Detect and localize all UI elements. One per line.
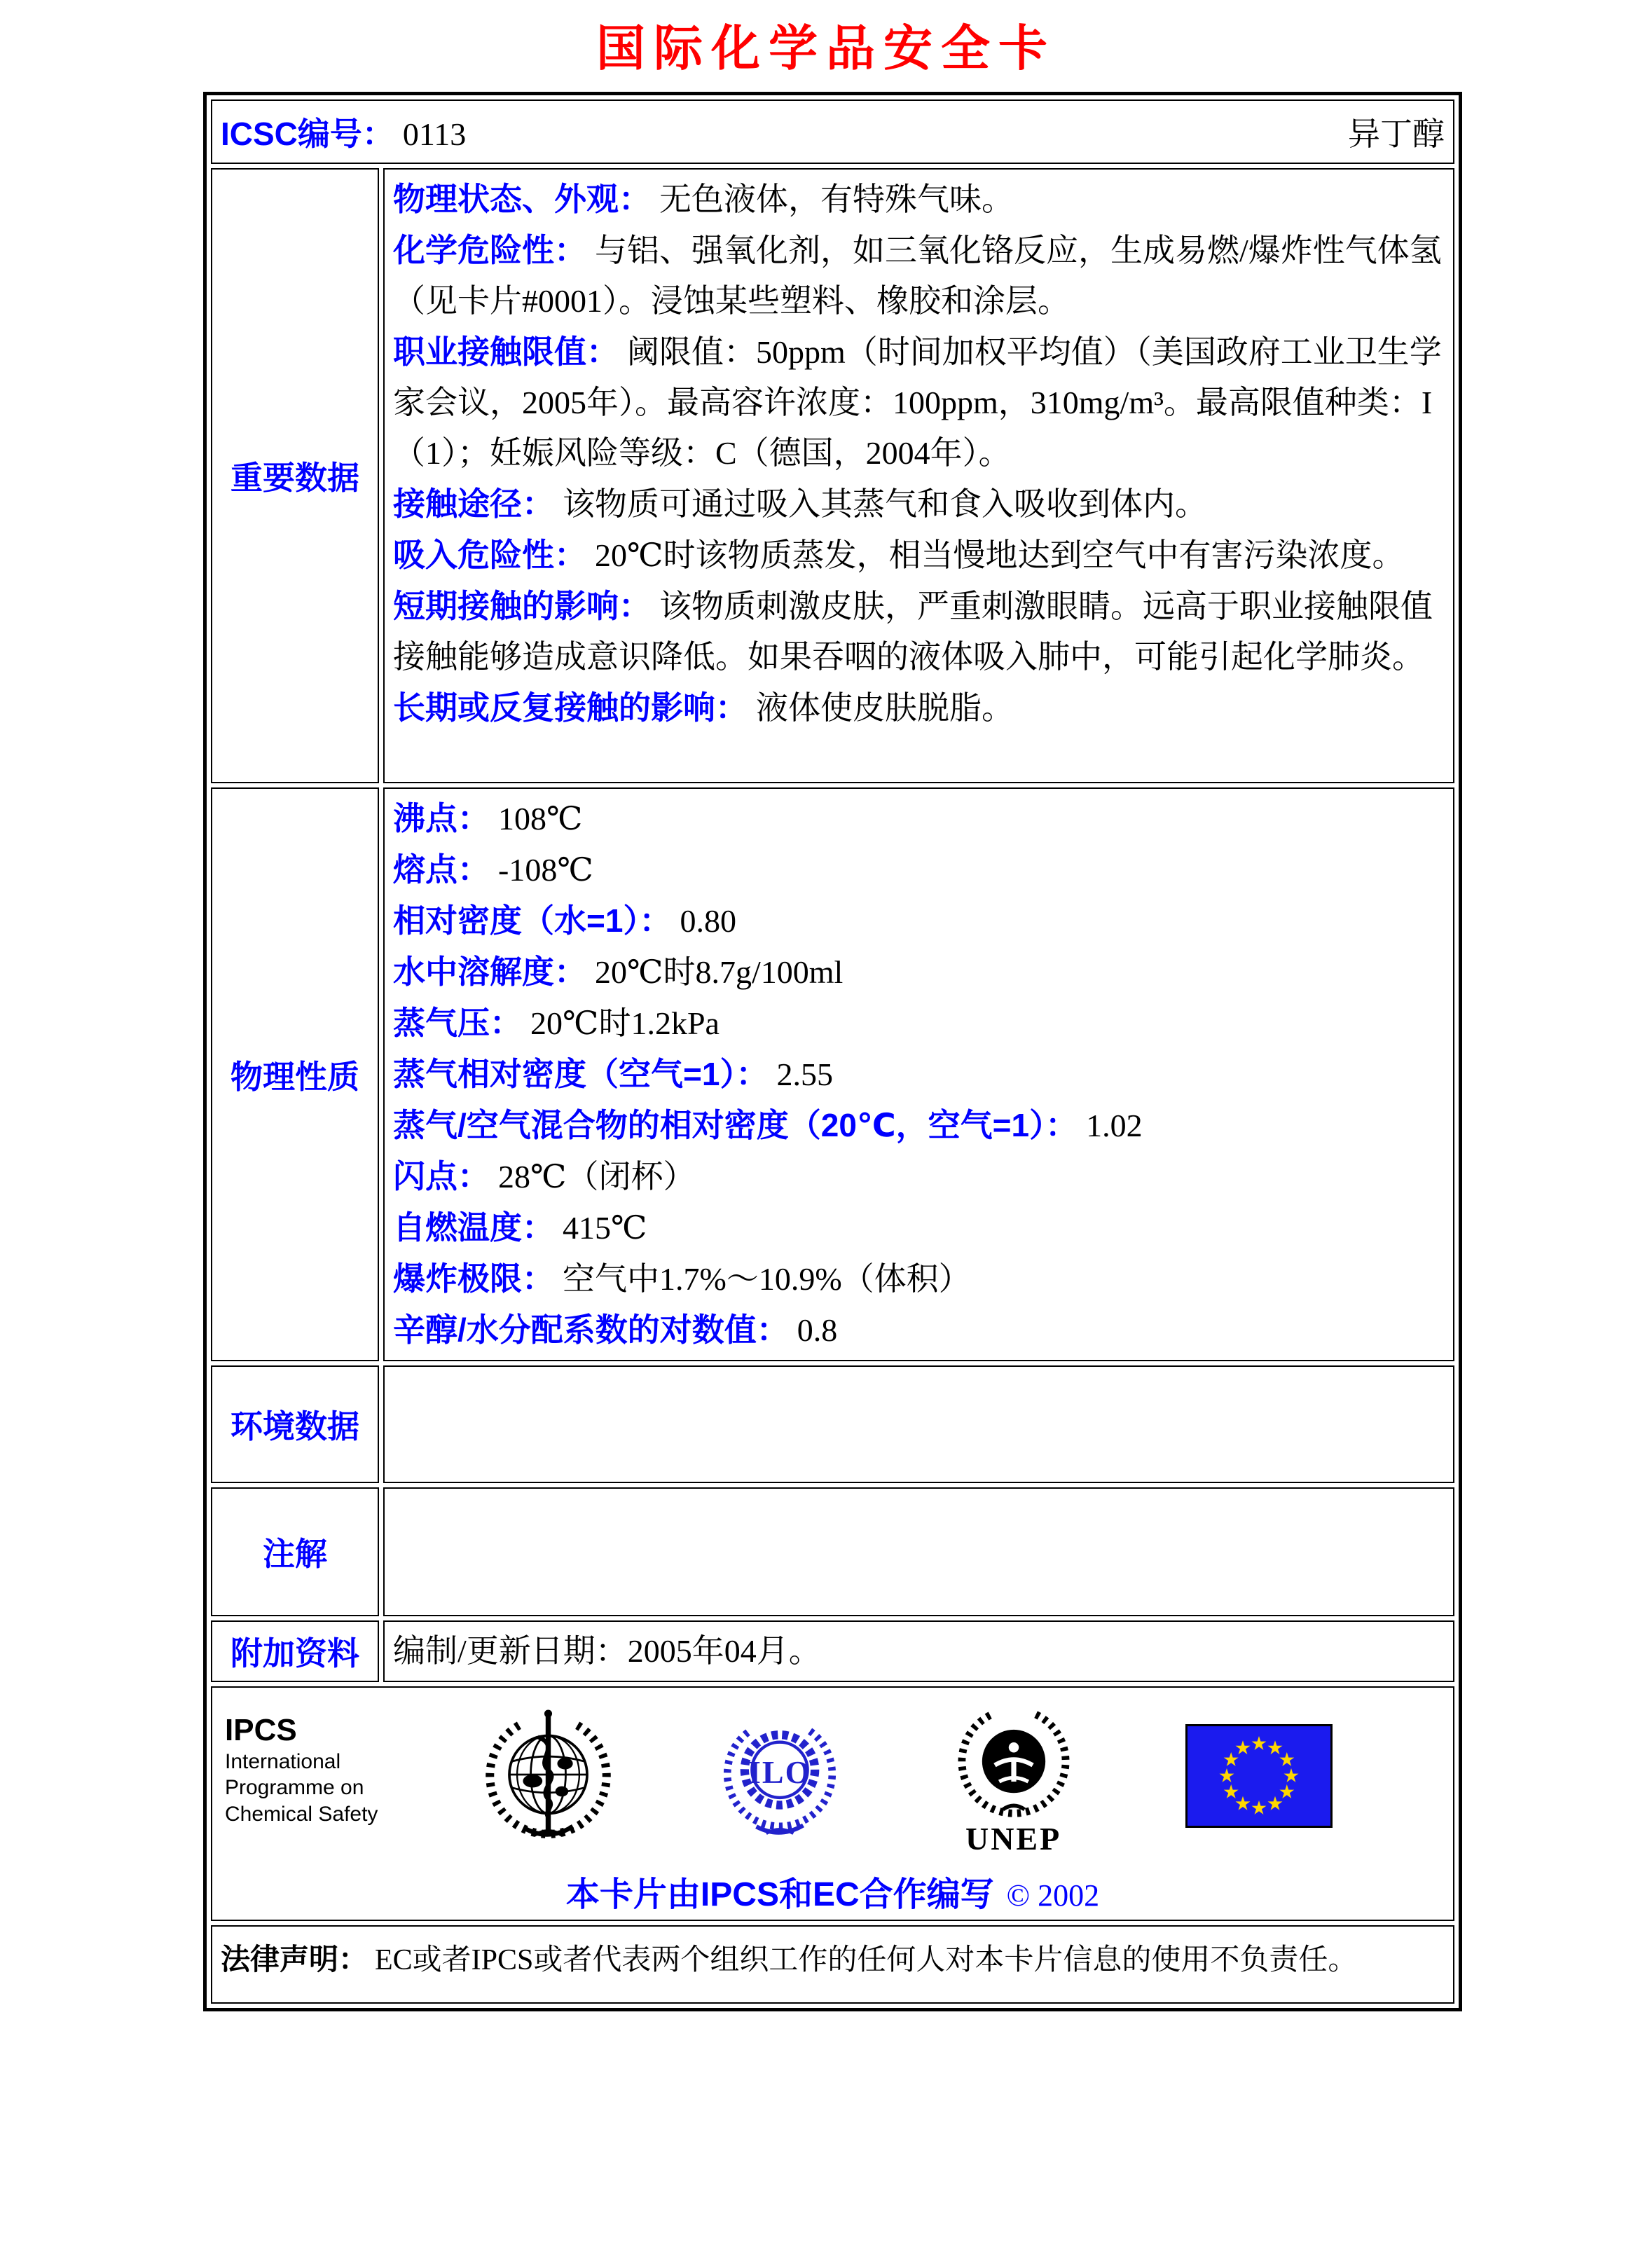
legal-text: EC或者IPCS或者代表两个组织工作的任何人对本卡片信息的使用不负责任。 xyxy=(375,1944,1358,1976)
field-label: 自燃温度： xyxy=(393,1209,554,1246)
field-label: 沸点： xyxy=(393,800,490,837)
field-value: 0.80 xyxy=(680,903,736,939)
section-content-physical-properties xyxy=(383,787,1454,1361)
icsc-number-label: ICSC编号： xyxy=(221,116,394,152)
field-value: 2.55 xyxy=(776,1056,833,1092)
data-line xyxy=(393,844,1445,895)
field-value: 与铝、强氧化剂，如三氧化铬反应，生成易燃/爆炸性气体氢（见卡片#0001）。浸蚀某些塑料、橡胶和涂层。 xyxy=(393,233,1442,319)
data-line xyxy=(393,1626,1445,1677)
footer-caption-text: 本卡片由IPCS和EC合作编写 xyxy=(565,1876,994,1913)
section-label-environmental-data: 环境数据 xyxy=(211,1365,379,1483)
icsc-number-value: 0113 xyxy=(402,116,467,152)
field-label: 长期或反复接触的影响： xyxy=(393,689,748,726)
row-environmental-data xyxy=(211,1365,1454,1483)
chemical-name: 异丁醇 xyxy=(1348,116,1445,152)
section-content-notes xyxy=(383,1487,1454,1616)
logos-strip xyxy=(221,1692,1445,1857)
ipcs-line-2: Programme on xyxy=(225,1776,364,1800)
icsc-number-group xyxy=(221,109,466,155)
data-line xyxy=(393,1304,1445,1356)
data-line xyxy=(393,174,1445,225)
field-value: 20℃时8.7g/100ml xyxy=(595,954,844,990)
section-label-notes: 注解 xyxy=(211,1487,379,1616)
legal-cell xyxy=(211,1925,1454,2004)
section-label-physical-properties: 物理性质 xyxy=(211,787,379,1361)
data-line xyxy=(393,793,1445,844)
data-line xyxy=(393,1049,1445,1100)
section-content-important-data xyxy=(383,168,1454,783)
data-line xyxy=(393,1253,1445,1304)
data-line xyxy=(393,1151,1445,1202)
logos-cell xyxy=(211,1686,1454,1921)
data-line xyxy=(393,998,1445,1049)
header-row xyxy=(211,99,1454,164)
eu-flag-icon xyxy=(1185,1724,1333,1831)
data-line xyxy=(393,479,1445,530)
field-value: 108℃ xyxy=(498,801,583,837)
legal-label: 法律声明： xyxy=(221,1943,369,1976)
field-value: 该物质可通过吸入其蒸气和食入吸收到体内。 xyxy=(563,486,1207,522)
row-notes xyxy=(211,1487,1454,1616)
field-label: 职业接触限值： xyxy=(393,333,619,370)
field-label: 蒸气/空气混合物的相对密度（20℃，空气=1）： xyxy=(393,1107,1078,1143)
who-logo-icon xyxy=(483,1703,613,1857)
data-line xyxy=(393,1202,1445,1253)
field-value: 1.02 xyxy=(1086,1108,1143,1143)
icsc-card-table xyxy=(203,92,1462,2011)
field-value: 编制/更新日期：2005年04月。 xyxy=(393,1633,821,1669)
section-content-additional-info xyxy=(383,1620,1454,1682)
header-cell xyxy=(211,99,1454,164)
data-line xyxy=(393,581,1445,682)
field-value: 无色液体，有特殊气味。 xyxy=(659,181,1014,217)
row-physical-properties xyxy=(211,787,1454,1361)
field-value: 空气中1.7%～10.9%（体积） xyxy=(563,1261,971,1297)
data-line xyxy=(393,946,1445,998)
field-label: 接触途径： xyxy=(393,486,554,522)
field-label: 相对密度（水=1）： xyxy=(393,902,672,939)
field-label: 闪点： xyxy=(393,1158,490,1195)
data-line xyxy=(393,530,1445,581)
data-line xyxy=(393,326,1445,479)
field-label: 水中溶解度： xyxy=(393,954,586,990)
field-value: 0.8 xyxy=(797,1312,838,1348)
ipcs-line-3: Chemical Safety xyxy=(225,1802,378,1826)
page-title: 国际化学品安全卡 xyxy=(596,19,1056,77)
data-line xyxy=(393,682,1445,734)
section-label-important-data: 重要数据 xyxy=(211,168,379,783)
data-line xyxy=(393,1100,1445,1151)
field-label: 爆炸极限： xyxy=(393,1260,554,1297)
footer-copyright: © 2002 xyxy=(1006,1878,1100,1913)
ilo-letters: ILO xyxy=(748,1754,812,1790)
field-label: 吸入危险性： xyxy=(393,537,586,573)
field-value: 20℃时该物质蒸发，相当慢地达到空气中有害污染浓度。 xyxy=(595,537,1405,573)
row-legal xyxy=(211,1925,1454,2004)
section-label-additional-info: 附加资料 xyxy=(211,1620,379,1682)
field-value: 415℃ xyxy=(563,1210,647,1246)
field-label: 熔点： xyxy=(393,851,490,888)
field-label: 辛醇/水分配系数的对数值： xyxy=(393,1312,789,1348)
data-line xyxy=(393,225,1445,326)
unep-wordmark: UNEP xyxy=(965,1821,1062,1857)
row-additional-info xyxy=(211,1620,1454,1682)
field-value: 20℃时1.2kPa xyxy=(530,1005,720,1041)
field-value: -108℃ xyxy=(498,852,593,888)
icsc-card-page xyxy=(0,21,1652,2258)
ipcs-line-1: International xyxy=(225,1749,341,1773)
field-label: 蒸气相对密度（空气=1）： xyxy=(393,1056,769,1092)
ipcs-text-block xyxy=(225,1713,378,1827)
ilo-logo-icon xyxy=(718,1703,841,1854)
row-important-data xyxy=(211,168,1454,783)
footer-caption xyxy=(221,1867,1445,1915)
field-label: 物理状态、外观： xyxy=(393,181,651,217)
row-logos xyxy=(211,1686,1454,1921)
unep-logo-icon xyxy=(947,1703,1080,1857)
section-content-environmental-data xyxy=(383,1365,1454,1483)
field-value: 28℃（闭杯） xyxy=(498,1159,696,1195)
ipcs-acronym: IPCS xyxy=(225,1713,297,1747)
field-label: 蒸气压： xyxy=(393,1005,522,1041)
field-label: 化学危险性： xyxy=(393,232,586,268)
field-label: 短期接触的影响： xyxy=(393,588,651,624)
field-value: 该物质刺激皮肤，严重刺激眼睛。远高于职业接触限值接触能够造成意识降低。如果吞咽的液体吸入肺中，可能引起化学肺炎。 xyxy=(393,588,1433,675)
field-value: 液体使皮肤脱脂。 xyxy=(756,690,1014,726)
data-line xyxy=(393,895,1445,946)
field-value: 阈限值：50ppm（时间加权平均值）（美国政府工业卫生学家会议，2005年）。最高容许浓度：100ppm，310mg/m³。最高限值种类：I（1）；妊娠风险等级：C（德国，2004年）。 xyxy=(393,334,1442,471)
